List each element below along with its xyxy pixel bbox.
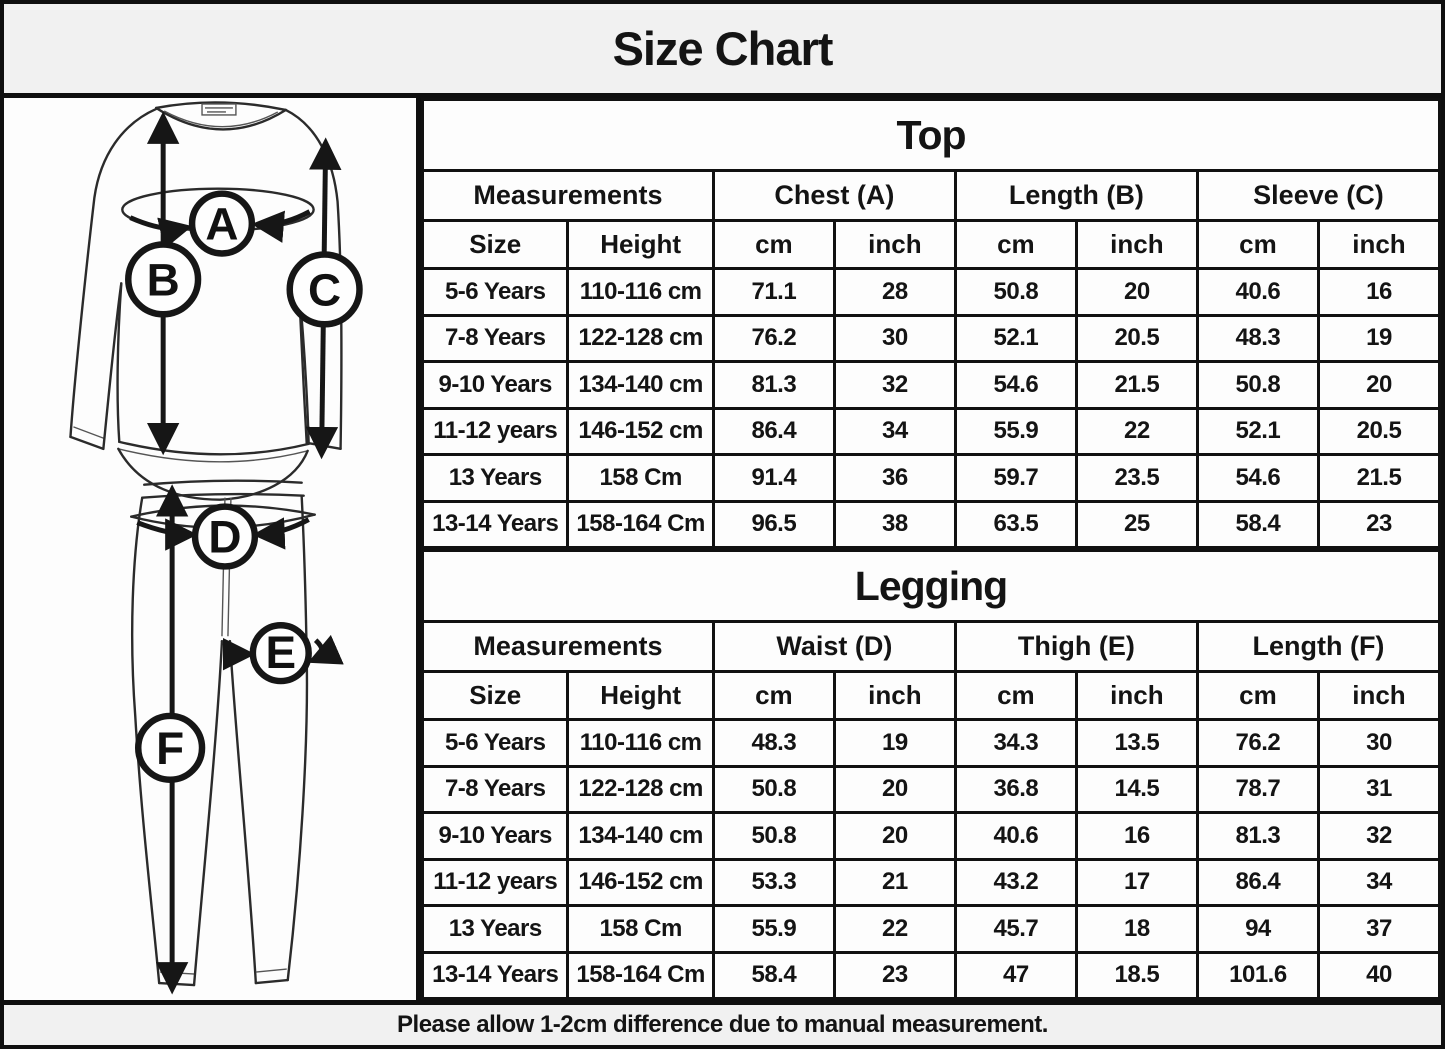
sub-header-row [423,221,1440,269]
size-cell: 13 Years [423,455,568,502]
section-banner-row [423,100,1440,171]
value-cell: 47 [955,952,1076,999]
value-cell: 78.7 [1197,766,1318,813]
column-header-cell: inch [1076,221,1197,269]
value-cell: 86.4 [1197,859,1318,906]
value-cell: 91.4 [713,455,834,502]
value-cell: 40 [1318,952,1439,999]
value-cell: 94 [1197,906,1318,953]
size-cell: 7-8 Years [423,315,568,362]
chest-marker-letter: A [205,198,239,250]
section-banner-row [423,551,1440,622]
group-header-cell: Waist (D) [713,622,955,672]
column-header-cell: inch [834,221,955,269]
table-row [423,906,1440,953]
table-row [423,813,1440,860]
group-header-cell: Length (B) [955,171,1197,221]
value-cell: 14.5 [1076,766,1197,813]
size-cell: 11-12 years [423,408,568,455]
value-cell: 28 [834,269,955,316]
table-row [423,362,1440,409]
value-cell: 23 [834,952,955,999]
value-cell: 54.6 [955,362,1076,409]
waist-marker-letter: D [208,511,242,563]
value-cell: 30 [834,315,955,362]
group-header-row [423,171,1440,221]
footer-note-text: Please allow 1-2cm difference due to manual measurement. [397,1011,1048,1038]
column-header-cell: inch [1318,672,1439,720]
value-cell: 34 [1318,859,1439,906]
value-cell: 58.4 [1197,501,1318,548]
height-cell: 146-152 cm [568,859,713,906]
value-cell: 43.2 [955,859,1076,906]
top-length-marker [128,118,198,449]
value-cell: 36.8 [955,766,1076,813]
column-header-cell: inch [1318,221,1439,269]
height-cell: 122-128 cm [568,315,713,362]
height-cell: 122-128 cm [568,766,713,813]
size-tables [416,98,1441,1000]
height-cell: 158-164 Cm [568,501,713,548]
table-row [423,269,1440,316]
table-row [423,720,1440,767]
size-cell: 11-12 years [423,859,568,906]
value-cell: 32 [1318,813,1439,860]
size-cell: 7-8 Years [423,766,568,813]
top-length-marker-letter: B [146,254,180,306]
value-cell: 17 [1076,859,1197,906]
value-cell: 81.3 [713,362,834,409]
value-cell: 20.5 [1076,315,1197,362]
column-header-cell: cm [1197,221,1318,269]
value-cell: 55.9 [713,906,834,953]
column-header-cell: cm [713,672,834,720]
column-header-cell: cm [955,672,1076,720]
height-cell: 134-140 cm [568,362,713,409]
section-title: Legging [423,551,1440,622]
value-cell: 19 [1318,315,1439,362]
table-row [423,766,1440,813]
value-cell: 50.8 [713,766,834,813]
table-row [423,408,1440,455]
value-cell: 22 [834,906,955,953]
value-cell: 30 [1318,720,1439,767]
value-cell: 50.8 [955,269,1076,316]
value-cell: 21.5 [1318,455,1439,502]
value-cell: 86.4 [713,408,834,455]
value-cell: 32 [834,362,955,409]
table-row [423,859,1440,906]
table-row [423,501,1440,548]
group-header-cell: Measurements [423,171,714,221]
legging-length-marker [138,491,202,988]
column-header-cell: cm [713,221,834,269]
legging-size-table [421,549,1441,1000]
thigh-marker [232,625,322,681]
size-cell: 13 Years [423,906,568,953]
column-header-cell: cm [1197,672,1318,720]
page-title: Size Chart [612,22,833,75]
value-cell: 50.8 [713,813,834,860]
group-header-cell: Chest (A) [713,171,955,221]
section-title: Top [423,100,1440,171]
value-cell: 63.5 [955,501,1076,548]
value-cell: 25 [1076,501,1197,548]
table-row [423,315,1440,362]
value-cell: 50.8 [1197,362,1318,409]
value-cell: 76.2 [1197,720,1318,767]
value-cell: 40.6 [955,813,1076,860]
size-cell: 5-6 Years [423,720,568,767]
value-cell: 21.5 [1076,362,1197,409]
value-cell: 13.5 [1076,720,1197,767]
value-cell: 101.6 [1197,952,1318,999]
top-size-table [421,98,1441,549]
sleeve-marker [290,144,360,453]
value-cell: 21 [834,859,955,906]
main-area [4,98,1441,1000]
value-cell: 45.7 [955,906,1076,953]
garment-diagram [4,98,416,1000]
value-cell: 18 [1076,906,1197,953]
value-cell: 54.6 [1197,455,1318,502]
size-cell: 9-10 Years [423,362,568,409]
column-header-cell: Height [568,672,713,720]
footer-note [4,1000,1441,1045]
value-cell: 16 [1318,269,1439,316]
value-cell: 23 [1318,501,1439,548]
size-cell: 13-14 Years [423,501,568,548]
title-bar [4,4,1441,98]
value-cell: 37 [1318,906,1439,953]
value-cell: 20.5 [1318,408,1439,455]
value-cell: 59.7 [955,455,1076,502]
height-cell: 134-140 cm [568,813,713,860]
size-cell: 13-14 Years [423,952,568,999]
sub-header-row [423,672,1440,720]
value-cell: 53.3 [713,859,834,906]
value-cell: 48.3 [713,720,834,767]
value-cell: 20 [834,813,955,860]
value-cell: 58.4 [713,952,834,999]
size-cell: 5-6 Years [423,269,568,316]
value-cell: 22 [1076,408,1197,455]
group-header-cell: Thigh (E) [955,622,1197,672]
value-cell: 38 [834,501,955,548]
value-cell: 18.5 [1076,952,1197,999]
thigh-marker-letter: E [265,627,297,679]
value-cell: 20 [834,766,955,813]
value-cell: 23.5 [1076,455,1197,502]
column-header-cell: Size [423,221,568,269]
value-cell: 96.5 [713,501,834,548]
garment-diagram-svg [4,98,416,1000]
height-cell: 146-152 cm [568,408,713,455]
value-cell: 52.1 [1197,408,1318,455]
sleeve-marker-letter: C [308,264,342,316]
height-cell: 110-116 cm [568,720,713,767]
column-header-cell: cm [955,221,1076,269]
group-header-cell: Sleeve (C) [1197,171,1439,221]
legging-table-section [421,549,1441,1000]
height-cell: 158-164 Cm [568,952,713,999]
value-cell: 16 [1076,813,1197,860]
column-header-cell: Height [568,221,713,269]
column-header-cell: inch [1076,672,1197,720]
value-cell: 20 [1076,269,1197,316]
height-cell: 110-116 cm [568,269,713,316]
value-cell: 34.3 [955,720,1076,767]
top-table-section [421,98,1441,549]
value-cell: 31 [1318,766,1439,813]
value-cell: 20 [1318,362,1439,409]
group-header-cell: Measurements [423,622,714,672]
column-header-cell: Size [423,672,568,720]
column-header-cell: inch [834,672,955,720]
waist-marker [137,507,308,567]
table-row [423,455,1440,502]
value-cell: 48.3 [1197,315,1318,362]
size-cell: 9-10 Years [423,813,568,860]
value-cell: 71.1 [713,269,834,316]
value-cell: 81.3 [1197,813,1318,860]
value-cell: 55.9 [955,408,1076,455]
table-row [423,952,1440,999]
height-cell: 158 Cm [568,455,713,502]
height-cell: 158 Cm [568,906,713,953]
group-header-row [423,622,1440,672]
group-header-cell: Length (F) [1197,622,1439,672]
legging-length-marker-letter: F [156,722,185,774]
value-cell: 19 [834,720,955,767]
value-cell: 52.1 [955,315,1076,362]
value-cell: 76.2 [713,315,834,362]
value-cell: 34 [834,408,955,455]
value-cell: 36 [834,455,955,502]
value-cell: 40.6 [1197,269,1318,316]
